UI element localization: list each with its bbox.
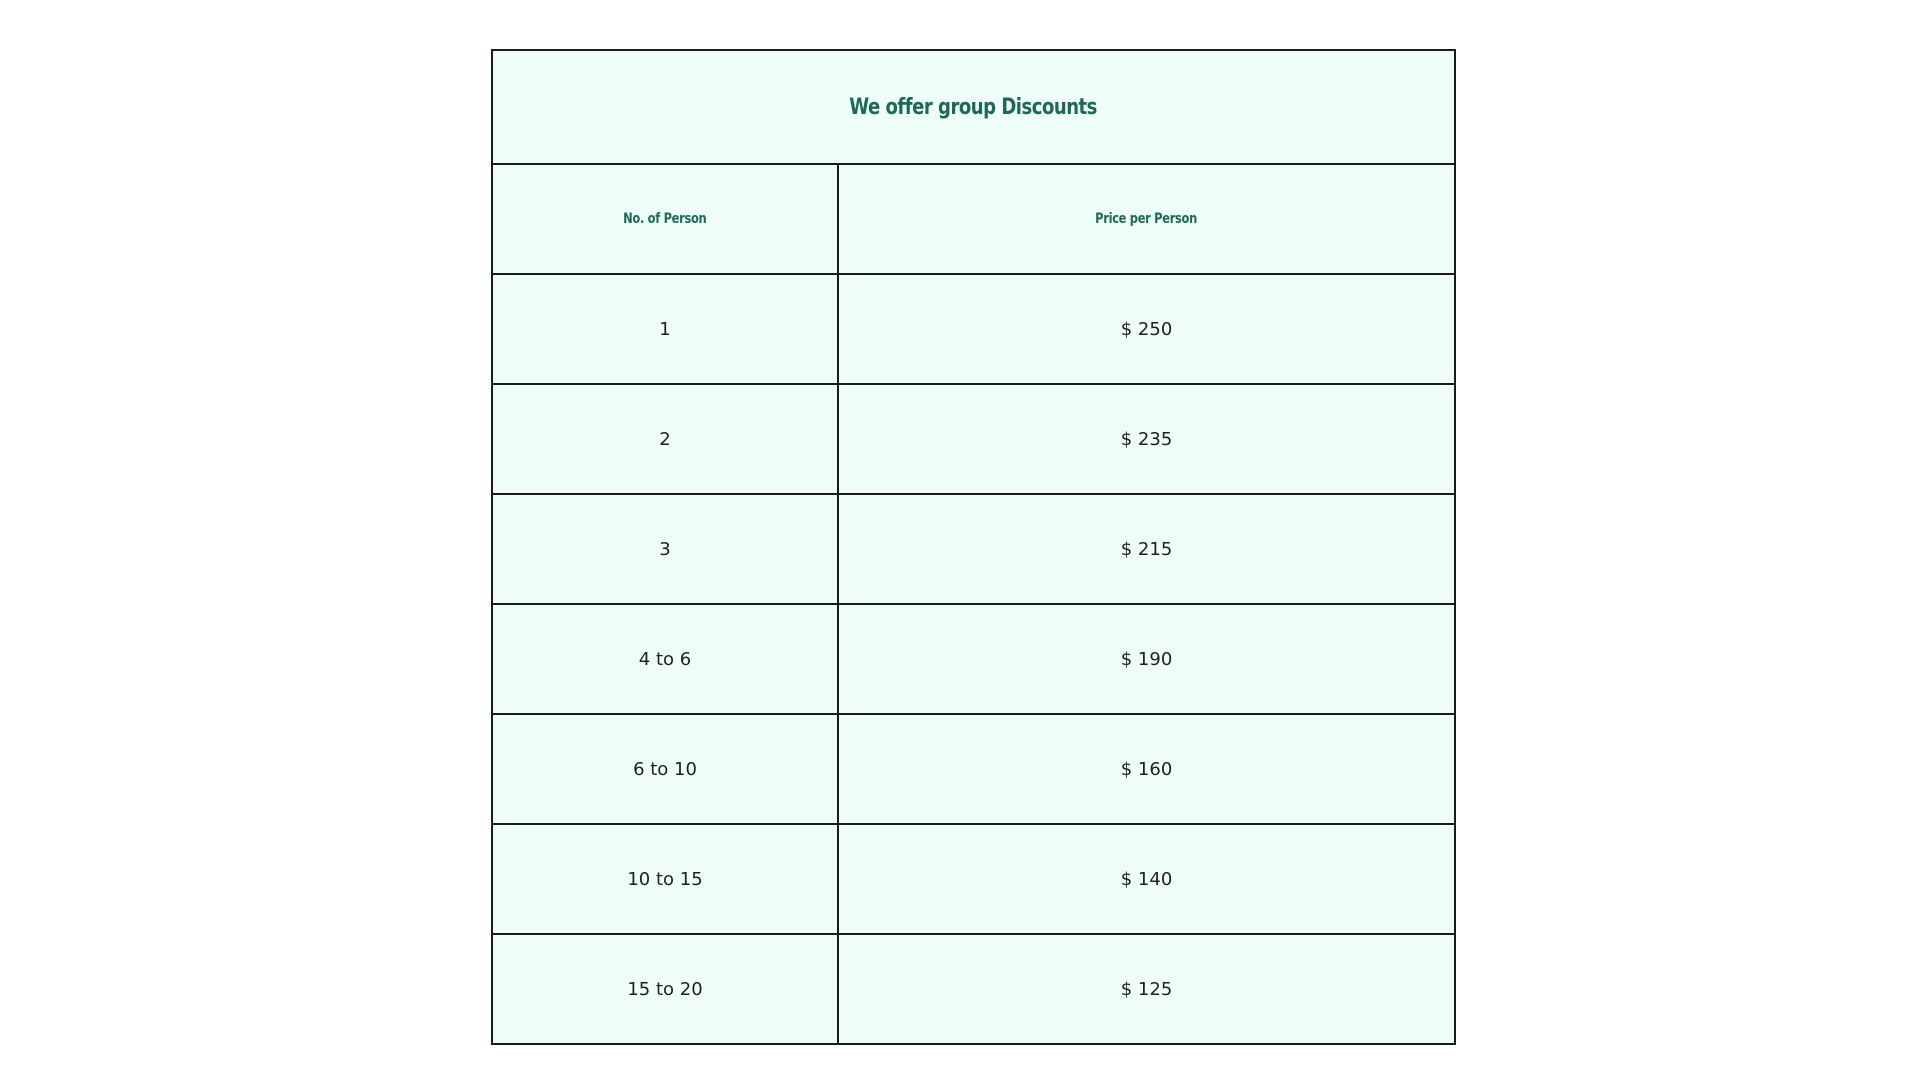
column-header-persons-label: No. of Person <box>623 211 707 227</box>
price-cell: $ 125 <box>838 934 1455 1044</box>
persons-cell: 10 to 15 <box>492 824 838 934</box>
persons-cell: 15 to 20 <box>492 934 838 1044</box>
table-row <box>492 824 1455 934</box>
price-cell: $ 235 <box>838 384 1455 494</box>
group-discount-table <box>491 49 1456 1045</box>
table-row <box>492 494 1455 604</box>
persons-cell: 2 <box>492 384 838 494</box>
price-cell: $ 140 <box>838 824 1455 934</box>
persons-cell: 6 to 10 <box>492 714 838 824</box>
column-header-price <box>838 164 1455 274</box>
persons-cell: 4 to 6 <box>492 604 838 714</box>
price-cell: $ 250 <box>838 274 1455 384</box>
table-row <box>492 604 1455 714</box>
table-title-cell <box>492 50 1455 164</box>
persons-cell: 1 <box>492 274 838 384</box>
column-header-price-label: Price per Person <box>1095 211 1198 227</box>
table-header-row <box>492 164 1455 274</box>
price-cell: $ 215 <box>838 494 1455 604</box>
table-title: We offer group Discounts <box>849 94 1098 120</box>
price-cell: $ 190 <box>838 604 1455 714</box>
table-row <box>492 274 1455 384</box>
table-title-row <box>492 50 1455 164</box>
table-row <box>492 934 1455 1044</box>
persons-cell: 3 <box>492 494 838 604</box>
column-header-persons <box>492 164 838 274</box>
table-row <box>492 384 1455 494</box>
table-row <box>492 714 1455 824</box>
price-cell: $ 160 <box>838 714 1455 824</box>
